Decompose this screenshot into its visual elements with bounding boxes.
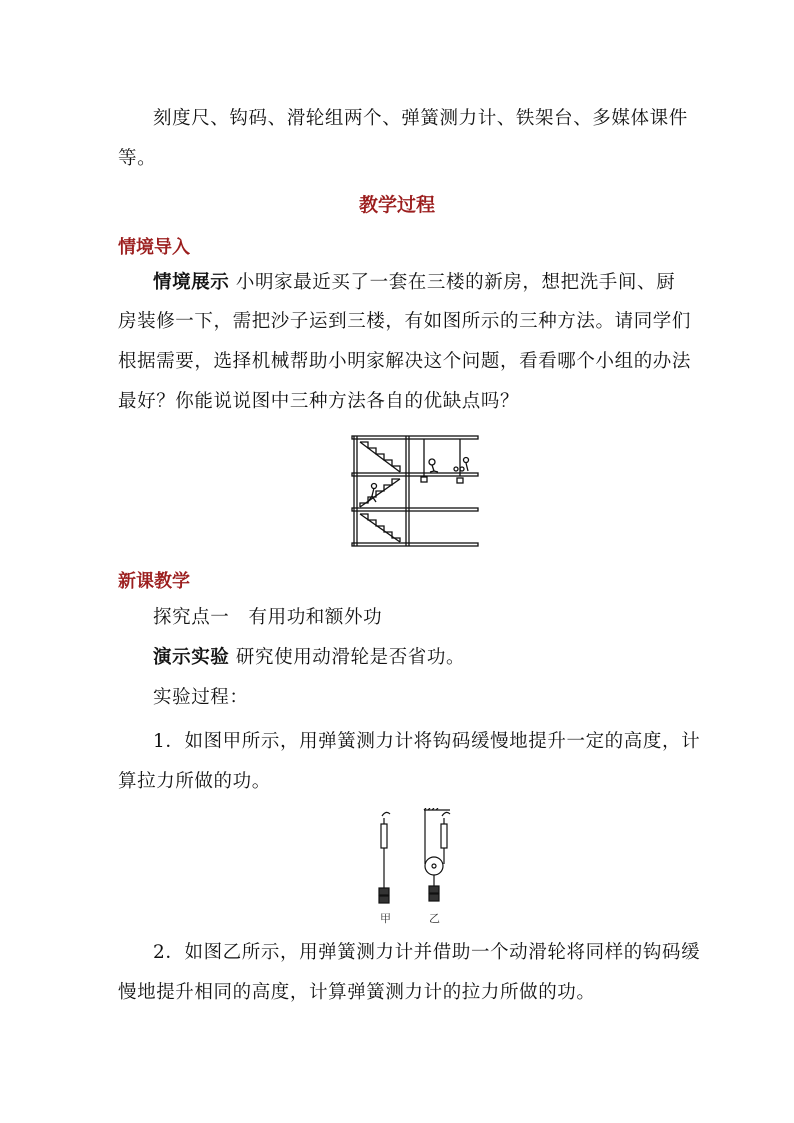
figure-label-yi: 乙 [429,912,440,925]
page-heading: 教学过程 [358,194,435,216]
building-figure [348,432,480,550]
step2-line-1: 2．如图乙所示，用弹簧测力计并借助一个动滑轮将同样的钩码缓 [153,942,701,963]
figure-label-jia: 甲 [380,912,391,925]
materials-line-2: 等。 [118,148,157,169]
demo-text: 研究使用动滑轮是否省功。 [235,647,466,668]
scenario-line-4: 最好？你能说说图中三种方法各自的优缺点吗？ [118,391,520,412]
section-title-scenario: 情境导入 [118,237,190,258]
materials-line-1: 刻度尺、钩码、滑轮组两个、弹簧测力计、铁架台、多媒体课件 [153,108,688,129]
step1-line-2: 算拉力所做的功。 [118,771,271,792]
scenario-line-3: 根据需要，选择机械帮助小明家解决这个问题，看看哪个小组的办法 [118,351,692,372]
section-title-new-lesson: 新课教学 [118,571,190,592]
topic-line: 探究点一 有用功和额外功 [153,607,383,628]
demo-line [153,646,678,670]
spring-scale-figure [368,808,458,910]
step1-line-1: 1．如图甲所示，用弹簧测力计将钩码缓慢地提升一定的高度，计 [153,731,701,752]
scenario-lead: 情境展示 [153,272,230,293]
process-label: 实验过程： [153,687,249,708]
scenario-line-1 [153,271,678,295]
demo-lead: 演示实验 [153,647,230,668]
scenario-text: 小明家最近买了一套在三楼的新房，想把洗手间、厨 [235,272,676,293]
step2-line-2: 慢地提升相同的高度，计算弹簧测力计的拉力所做的功。 [118,982,596,1003]
scenario-line-2: 房装修一下，需把沙子运到三楼，有如图所示的三种方法。请同学们 [118,311,692,332]
